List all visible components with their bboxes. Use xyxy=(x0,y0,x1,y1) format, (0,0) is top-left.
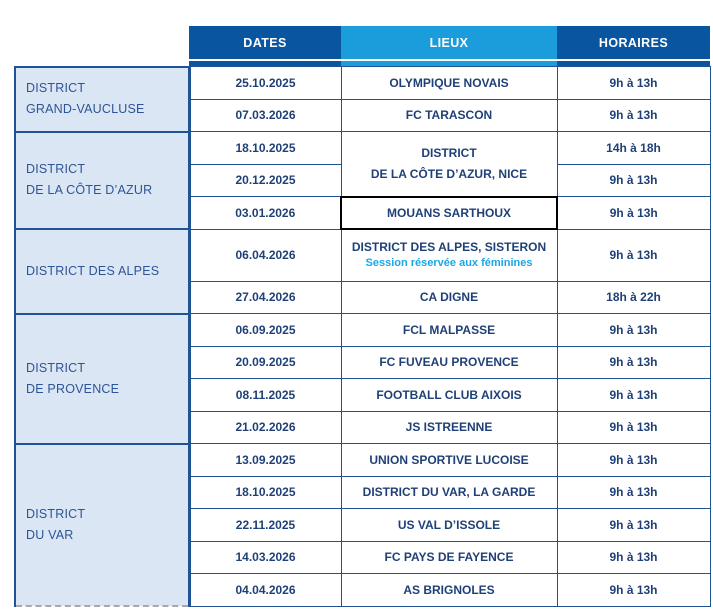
lieu-cell: US VAL D’ISSOLE xyxy=(341,509,557,542)
district-line: GRAND-VAUCLUSE xyxy=(26,102,145,116)
header-horaires-underbar xyxy=(557,61,710,66)
horaire-cell: 9h à 13h xyxy=(557,346,710,379)
date-cell: 13.09.2025 xyxy=(189,444,341,477)
lieu-cell-merged-nice xyxy=(341,132,557,197)
district-line: DISTRICT xyxy=(26,360,86,375)
district-line: DISTRICT xyxy=(26,162,86,177)
lieu-cell: FCL MALPASSE xyxy=(341,314,557,347)
lieu-cell: UNION SPORTIVE LUCOISE xyxy=(341,444,557,477)
horaire-cell: 9h à 13h xyxy=(557,444,710,477)
district-cell-du-var xyxy=(15,444,189,607)
horaire-cell: 9h à 13h xyxy=(557,541,710,574)
date-cell: 14.03.2026 xyxy=(189,541,341,574)
date-cell: 25.10.2025 xyxy=(189,67,341,100)
header-row xyxy=(15,26,710,67)
date-cell: 22.11.2025 xyxy=(189,509,341,542)
horaire-cell: 9h à 13h xyxy=(557,379,710,412)
table-row xyxy=(15,314,710,347)
corner-spacer xyxy=(15,26,189,67)
horaire-cell: 9h à 13h xyxy=(557,99,710,132)
lieu-cell: FC FUVEAU PROVENCE xyxy=(341,346,557,379)
table-row xyxy=(15,67,710,100)
lieu-cell-highlighted: MOUANS SARTHOUX xyxy=(341,197,557,230)
horaire-cell: 18h à 22h xyxy=(557,281,710,314)
lieu-cell: FC TARASCON xyxy=(341,99,557,132)
horaire-cell: 9h à 13h xyxy=(557,574,710,607)
column-header-horaires xyxy=(557,26,710,67)
district-cell-de-provence xyxy=(15,314,189,444)
date-cell: 20.12.2025 xyxy=(189,164,341,197)
date-cell: 27.04.2026 xyxy=(189,281,341,314)
date-cell: 06.09.2025 xyxy=(189,314,341,347)
date-cell: 04.04.2026 xyxy=(189,574,341,607)
district-line: DE LA CÔTE D’AZUR xyxy=(26,183,153,198)
date-cell: 21.02.2026 xyxy=(189,411,341,444)
lieu-cell-sisteron xyxy=(341,229,557,281)
lieu-cell: DISTRICT DU VAR, LA GARDE xyxy=(341,476,557,509)
horaire-cell: 9h à 13h xyxy=(557,476,710,509)
district-line: DISTRICT xyxy=(26,506,86,521)
lieu-cell: AS BRIGNOLES xyxy=(341,574,557,607)
feminines-note: Session réservée aux féminines xyxy=(365,256,533,269)
header-dates-underbar xyxy=(189,61,341,66)
district-cell-grand-vaucluse xyxy=(15,67,189,132)
lieu-cell: CA DIGNE xyxy=(341,281,557,314)
district-line: DE PROVENCE xyxy=(26,381,120,396)
lieu-cell: FOOTBALL CLUB AIXOIS xyxy=(341,379,557,412)
schedule-table xyxy=(14,26,711,607)
date-cell: 07.03.2026 xyxy=(189,99,341,132)
horaire-cell: 9h à 13h xyxy=(557,229,710,281)
header-lieux-underbar xyxy=(341,61,557,66)
lieu-cell: JS ISTREENNE xyxy=(341,411,557,444)
date-cell: 03.01.2026 xyxy=(189,197,341,230)
district-cell-des-alpes xyxy=(15,229,189,314)
district-line: DISTRICT DES ALPES xyxy=(26,263,160,278)
district-line: DU VAR xyxy=(26,527,74,542)
horaire-cell: 9h à 13h xyxy=(557,509,710,542)
column-header-dates xyxy=(189,26,341,67)
lieu-cell: OLYMPIQUE NOVAIS xyxy=(341,67,557,100)
horaire-cell: 9h à 13h xyxy=(557,314,710,347)
date-cell: 18.10.2025 xyxy=(189,132,341,165)
header-dates-label: DATES xyxy=(189,26,341,59)
table-row xyxy=(15,132,710,165)
date-cell: 20.09.2025 xyxy=(189,346,341,379)
lieu-line: DE LA CÔTE D’AZUR, NICE xyxy=(370,166,528,181)
district-cell-cote-azur xyxy=(15,132,189,230)
date-cell: 08.11.2025 xyxy=(189,379,341,412)
lieu-line: DISTRICT DES ALPES, SISTERON xyxy=(351,239,547,254)
lieu-line: DISTRICT xyxy=(421,145,477,160)
table-row xyxy=(15,444,710,477)
horaire-cell: 9h à 13h xyxy=(557,67,710,100)
horaire-cell: 14h à 18h xyxy=(557,132,710,165)
lieu-cell: FC PAYS DE FAYENCE xyxy=(341,541,557,574)
date-cell: 18.10.2025 xyxy=(189,476,341,509)
date-cell: 06.04.2026 xyxy=(189,229,341,281)
horaire-cell: 9h à 13h xyxy=(557,164,710,197)
district-line: DISTRICT xyxy=(26,81,86,95)
column-header-lieux xyxy=(341,26,557,67)
horaire-cell: 9h à 13h xyxy=(557,411,710,444)
header-horaires-label: HORAIRES xyxy=(557,26,710,59)
header-lieux-label: LIEUX xyxy=(341,26,557,59)
table-row xyxy=(15,229,710,281)
horaire-cell: 9h à 13h xyxy=(557,197,710,230)
